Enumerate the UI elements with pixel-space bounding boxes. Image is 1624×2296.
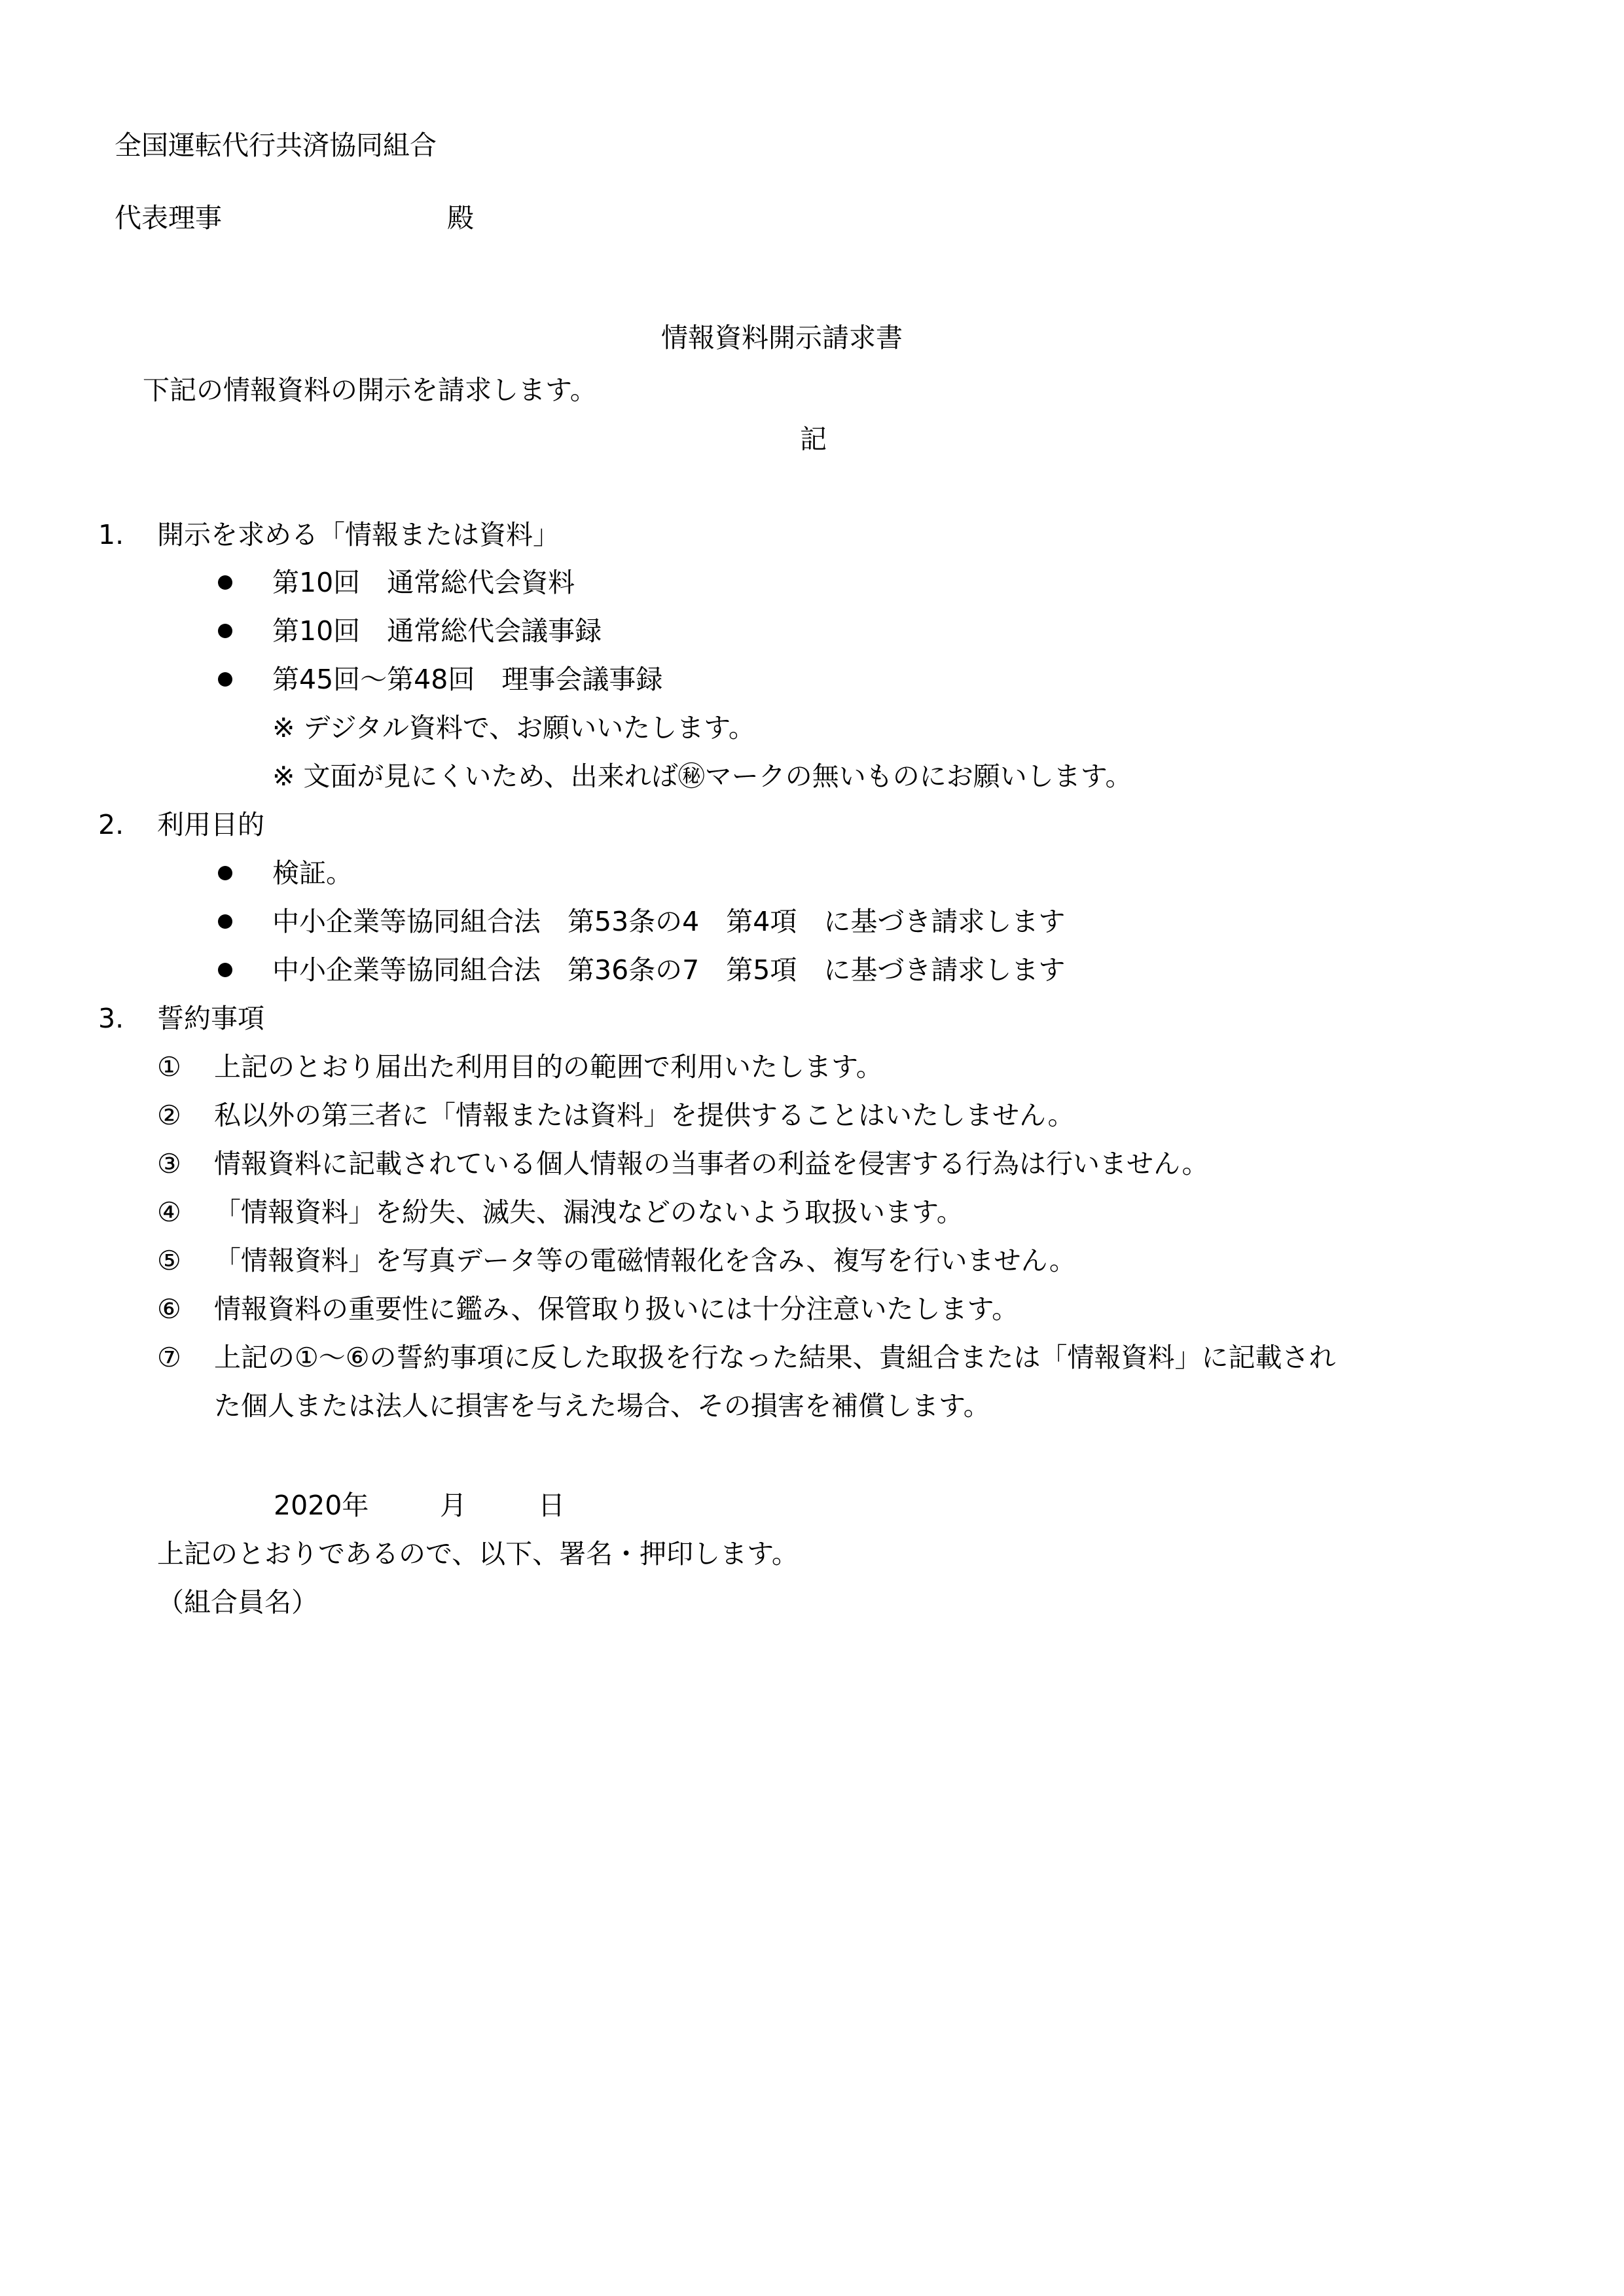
note-text: ※ デジタル資料で、お願いいたします。 — [272, 712, 755, 744]
closing-text: 上記のとおりであるので、以下、署名・押印します。 — [157, 1538, 799, 1570]
document-title: 情報資料開示請求書 — [661, 322, 903, 353]
pledge-text: 上記のとおり届出た利用目的の範囲で利用いたします。 — [214, 1051, 883, 1083]
honorific: 殿 — [447, 202, 474, 234]
pledge-number: ② — [157, 1100, 181, 1131]
date-month: 月 — [440, 1490, 467, 1521]
list-item: 第45回～第48回 理事会議事録 — [272, 664, 663, 695]
date-day: 日 — [538, 1490, 565, 1521]
list-item: 検証。 — [272, 857, 353, 889]
list-item: 中小企業等協同組合法 第36条の7 第5項 に基づき請求します — [272, 954, 1066, 986]
note-text: ※ 文面が見にくいため、出来れば㊙マークの無いものにお願いします。 — [272, 761, 1132, 792]
ki-heading: 記 — [800, 423, 827, 455]
list-item: 第10回 通常総代会議事録 — [272, 615, 602, 647]
section-number: 1. — [98, 519, 124, 550]
section-heading: 開示を求める「情報または資料」 — [157, 519, 560, 550]
intro-text: 下記の情報資料の開示を請求します。 — [143, 374, 597, 406]
section-number: 2. — [98, 809, 124, 840]
pledge-number: ⑤ — [157, 1245, 181, 1276]
pledge-text: 情報資料の重要性に鑑み、保管取り扱いには十分注意いたします。 — [214, 1293, 1019, 1325]
bullet-icon — [218, 963, 232, 977]
list-item: 中小企業等協同組合法 第53条の4 第4項 に基づき請求します — [272, 906, 1066, 937]
bullet-icon — [218, 866, 232, 880]
list-item: 第10回 通常総代会資料 — [272, 567, 575, 598]
pledge-text: 「情報資料」を写真データ等の電磁情報化を含み、複写を行いません。 — [214, 1245, 1076, 1276]
pledge-text: 私以外の第三者に「情報または資料」を提供することはいたしません。 — [214, 1100, 1075, 1131]
section-number: 3. — [98, 1003, 124, 1034]
bullet-icon — [218, 624, 232, 638]
pledge-number: ① — [157, 1051, 181, 1083]
pledge-number: ⑦ — [157, 1342, 181, 1373]
section-heading: 利用目的 — [157, 809, 264, 840]
date-year: 2020年 — [274, 1490, 369, 1521]
pledge-number: ④ — [157, 1196, 181, 1228]
pledge-text: 「情報資料」を紛失、滅失、漏洩などのないよう取扱います。 — [214, 1196, 964, 1228]
bullet-icon — [218, 672, 232, 687]
bullet-icon — [218, 914, 232, 929]
member-name-label: （組合員名） — [157, 1587, 318, 1618]
recipient-organization: 全国運転代行共済協同組合 — [115, 130, 437, 161]
recipient-title: 代表理事 — [115, 202, 222, 234]
pledge-text: 情報資料に記載されている個人情報の当事者の利益を侵害する行為は行いません。 — [214, 1148, 1209, 1179]
pledge-text: 上記の①～⑥の誓約事項に反した取扱を行なった結果、貴組合または「情報資料」に記載され — [214, 1342, 1336, 1373]
pledge-number: ③ — [157, 1148, 181, 1179]
pledge-number: ⑥ — [157, 1293, 181, 1325]
bullet-icon — [218, 575, 232, 590]
section-heading: 誓約事項 — [157, 1003, 264, 1034]
pledge-text-continued: た個人または法人に損害を与えた場合、その損害を補償します。 — [214, 1390, 990, 1422]
